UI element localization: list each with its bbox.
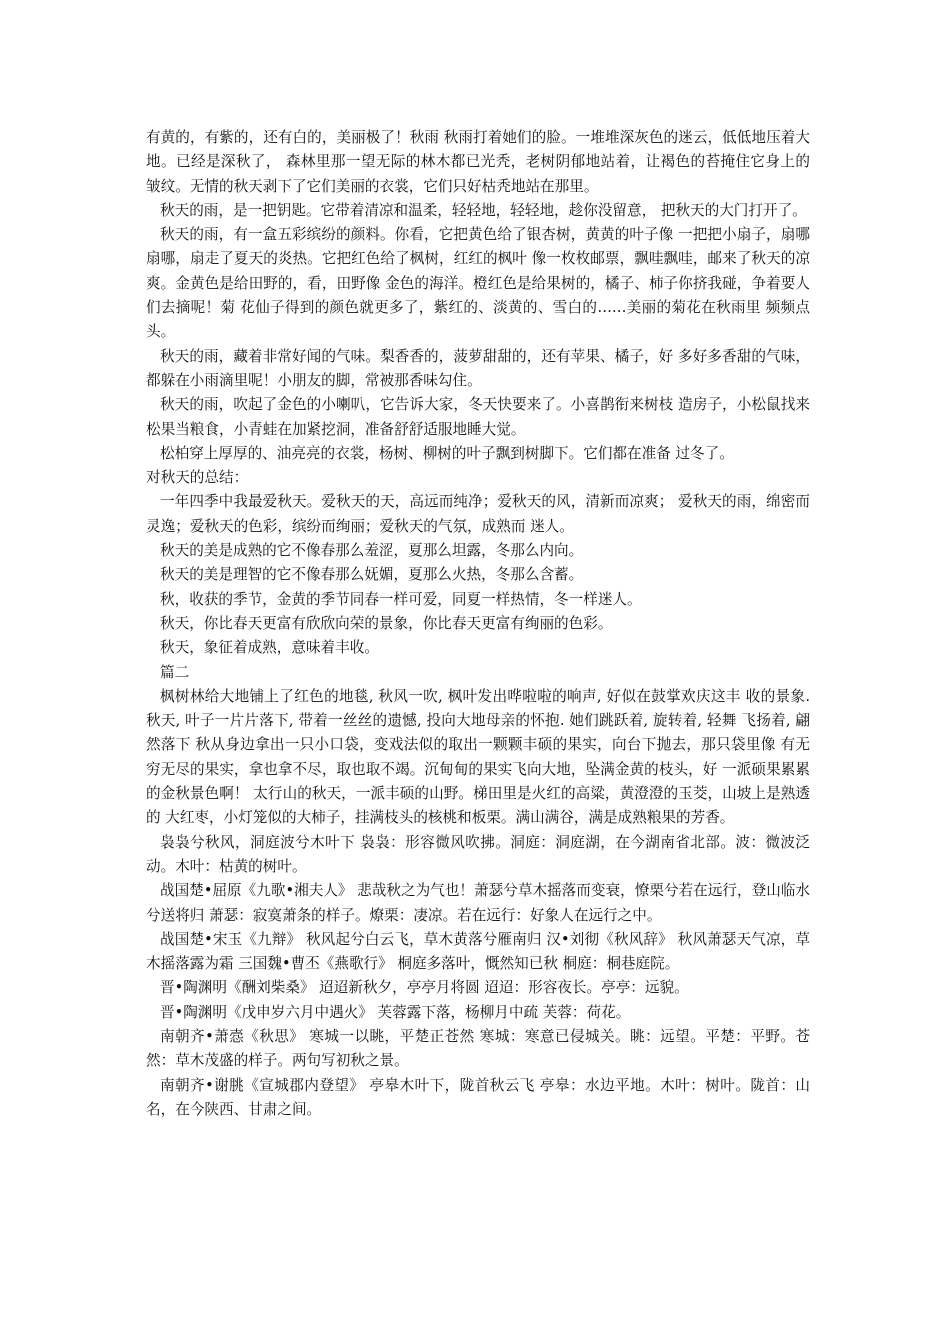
paragraph: 秋天的雨，是一把钥匙。它带着清凉和温柔，轻轻地，轻轻地，趁你没留意， 把秋天的大门打开了。 <box>160 201 807 219</box>
paragraph: 晋•陶渊明《酬刘柴桑》 迢迢新秋夕，亭亭月将圆 迢迢：形容夜长。亭亭：远貌。 <box>160 979 689 997</box>
paragraph: 秋，收获的季节，金黄的季节同春一样可爱，同夏一样热情，冬一样迷人。 <box>160 590 642 608</box>
paragraph: 秋天的雨，有一盒五彩缤纷的颜料。你看，它把黄色给了银杏树，黄黄的叶子像 一把把小扇子，扇哪扇哪，扇走了夏天的炎热。它把红色给了枫树，红红的枫叶 像一枚枚邮票，飘哇飘哇，邮来了秋天的凉爽。金黄色是给田野的，看，田野像 金色的海洋。橙红色是给果树的，橘子、柿子你挤我碰，争着要人们去摘呢！菊 花仙子得到的颜色就更多了，紫红的、淡黄的、雪白的……美丽的菊花在秋雨里 频频点头。 <box>146 226 810 341</box>
paragraph: 秋天，你比春天更富有欣欣向荣的景象，你比春天更富有绚丽的色彩。 <box>160 614 613 632</box>
paragraph: 松柏穿上厚厚的、油亮亮的衣裳，杨树、柳树的叶子飘到树脚下。它们都在准备 过冬了。 <box>160 444 734 462</box>
paragraph: 一年四季中我最爱秋天。爱秋天的天，高远而纯净；爱秋天的风，清新而凉爽； 爱秋天的雨，绵密而灵逸；爱秋天的色彩，缤纷而绚丽；爱秋天的气氛，成熟而 迷人。 <box>146 493 810 535</box>
paragraph: 战国楚•屈原《九歌•湘夫人》 悲哉秋之为气也！萧瑟兮草木摇落而变衰，憭栗兮若在远行，登山临水兮送将归 萧瑟：寂寞萧条的样子。燎栗：凄凉。若在远行：好象人在远行之中。 <box>146 882 810 924</box>
paragraph: 秋天的美是理智的它不像春那么妩媚，夏那么火热，冬那么含蓄。 <box>160 566 584 584</box>
paragraph: 南朝齐•萧悫《秋思》 寒城一以眺，平楚正苍然 寒城：寒意已侵城关。眺：远望。平楚：平野。苍然：草木茂盛的样子。两句写初秋之景。 <box>146 1027 810 1070</box>
paragraph: 袅袅兮秋风，洞庭波兮木叶下 袅袅：形容微风吹拂。洞庭：洞庭湖，在今湖南省北部。波：微波泛动。木叶：枯黄的树叶。 <box>146 833 810 875</box>
paragraph: 秋天的雨，藏着非常好闻的气味。梨香香的，菠萝甜甜的，还有苹果、橘子，好 多好多香甜的气味，都躲在小雨滴里呢！小朋友的脚，常被那香味勾住。 <box>146 347 810 389</box>
paragraph: 秋天的美是成熟的它不像春那么羞涩，夏那么坦露，冬那么内向。 <box>160 542 584 560</box>
section-heading: 篇二 <box>160 663 190 681</box>
section-heading: 对秋天的总结： <box>146 469 249 487</box>
paragraph: 秋天的雨，吹起了金色的小喇叭，它告诉大家，冬天快要来了。小喜鹊衔来树枝 造房子，小松鼠找来松果当粮食，小青蛙在加紧挖洞，准备舒舒适服地睡大觉。 <box>146 396 810 438</box>
paragraph: 秋天，象征着成熟，意味着丰收。 <box>160 639 379 657</box>
document-body <box>146 126 810 1122</box>
paragraph: 有黄的，有紫的，还有白的，美丽极了！秋雨 秋雨打着她们的脸。一堆堆深灰色的迷云，低低地压着大地。已经是深秋了， 森林里那一望无际的林木都已光秃，老树阴郁地站着，让褐色的苔掩住它身上的 皱纹。无情的秋天剥下了它们美丽的衣裳，它们只好枯秃地站在那里。 <box>146 129 810 195</box>
paragraph: 晋•陶渊明《戊申岁六月中遇火》 芙蓉露下落，杨柳月中疏 芙蓉：荷花。 <box>160 1003 631 1021</box>
paragraph: 南朝齐•谢朓《宣城郡内登望》 亭皋木叶下，陇首秋云飞 亭皋：水边平地。木叶：树叶。陇首：山名，在今陕西、甘肃之间。 <box>146 1076 810 1118</box>
paragraph: 枫树林给大地铺上了红色的地毯, 秋风一吹, 枫叶发出哗啦啦的响声, 好似在鼓掌欢庆这丰 收的景象. 秋天, 叶子一片片落下, 带着一丝丝的遗憾, 投向大地母亲的怀抱. 她们跳跃着, 旋转着, 轻舞 飞扬着, 翩然落下 秋从身边拿出一只小口袋，变戏法似的取出一颗颗丰硕的果实，向台下抛去，那只袋里像 有无穷无尽的果实，拿也拿不尽，取也取不竭。沉甸甸的果实飞向大地，坠满金黄的枝头，好 一派硕果累累的金秋景色啊！ 太行山的秋天，一派丰硕的山野。梯田里是火红的高粱，黄澄澄的玉茭，山坡上是熟透的 大红枣，小灯笼似的大柿子，挂满枝头的核桃和板栗。满山满谷，满是成熟粮果的芳香。 <box>146 687 810 827</box>
paragraph: 战国楚•宋玉《九辩》 秋风起兮白云飞，草木黄落兮雁南归 汉•刘彻《秋风辞》 秋风萧瑟天气凉，草木摇落露为霜 三国魏•曹丕《燕歌行》 桐庭多落叶，慨然知已秋 桐庭：桐巷庭院。 <box>146 930 810 973</box>
